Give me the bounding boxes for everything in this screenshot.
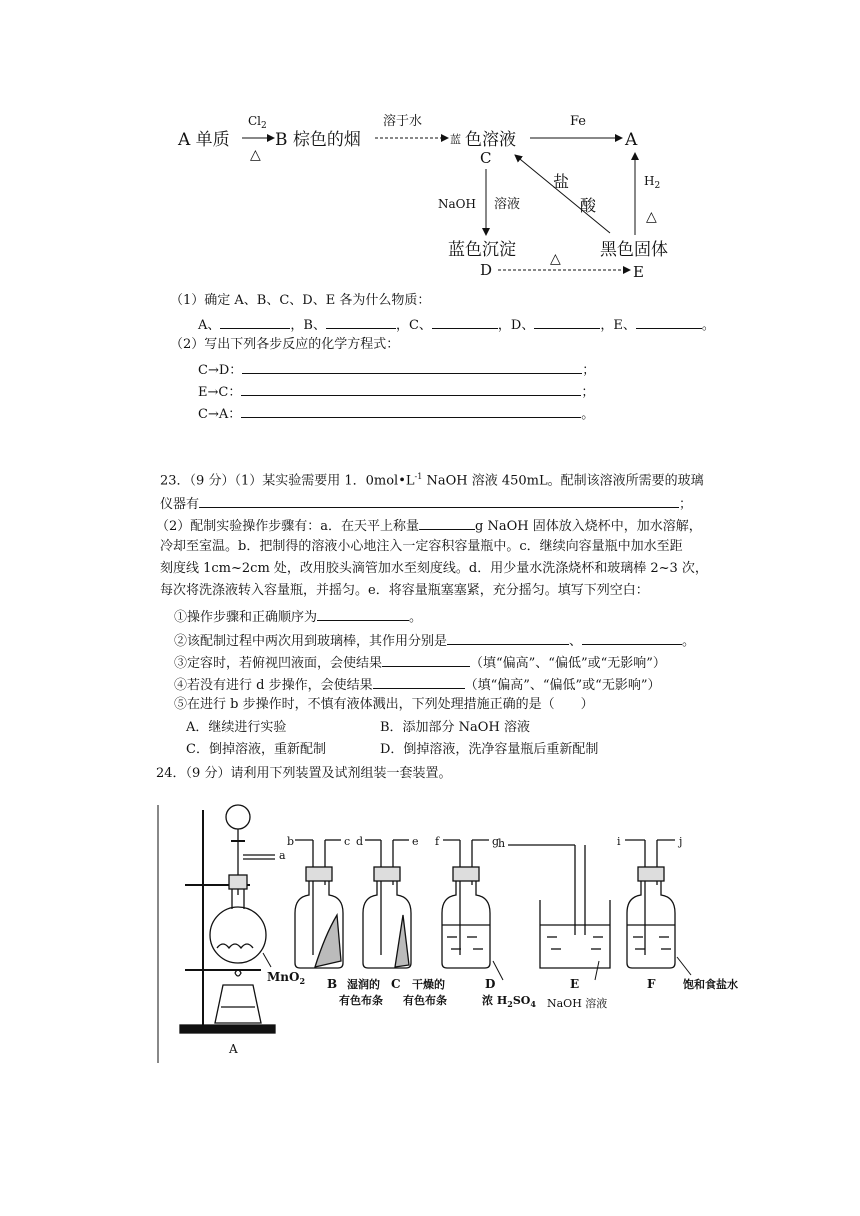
label-A: A (229, 1042, 238, 1056)
mno2-label: MnO$_2$ (267, 970, 306, 986)
q22-eq-ca: C→A： 。 (198, 403, 594, 424)
blank-d[interactable] (534, 314, 600, 329)
q23-sub4: ④若没有进行 d 步操作，会使结果 （填“偏高”、“偏低”或“无影响”） (174, 674, 660, 695)
q22-part1: （1）确定 A、B、C、D、E 各为什么物质： (170, 293, 431, 308)
label-C-desc2: 有色布条 (403, 994, 447, 1007)
blank-eq-ec[interactable] (241, 381, 581, 396)
blank-result-3[interactable] (382, 652, 470, 667)
q22-part2: （2）写出下列各步反应的化学方程式： (170, 337, 400, 352)
blank-mass[interactable] (419, 515, 475, 530)
label-F: F (647, 977, 656, 991)
blank-glassware[interactable] (199, 493, 679, 508)
q22-eq-cd: C→D： ； (198, 359, 595, 380)
arrow-e-c (515, 155, 610, 233)
delta-label-3: △ (550, 251, 561, 267)
blank-c[interactable] (432, 314, 498, 329)
c-label: C (480, 149, 492, 167)
label-C-desc1: 干燥的 (412, 978, 445, 991)
q23-option-b[interactable]: B．添加部分 NaOH 溶液 (380, 720, 530, 735)
port-a-label: a (279, 849, 286, 862)
hcl-label-1: 盐 (553, 172, 570, 191)
blank-result-4[interactable] (373, 674, 465, 689)
e-label: E (633, 263, 644, 281)
q22-eq-ec: E→C： ； (198, 381, 594, 402)
solution-label: 溶液 (494, 197, 521, 212)
q23-sub1: ①操作步骤和正确顺序为 。 (174, 606, 422, 627)
port-i-label: i (617, 835, 621, 848)
blank-b[interactable] (326, 314, 396, 329)
black-solid-label: 黑色固体 (600, 240, 668, 260)
port-j-label: j (679, 835, 683, 848)
q23-line5: 刻度线 1cm~2cm 处，改用胶头滴管加水至刻度线。d．用少量水洗涤烧杯和玻璃棒 2~3 次， (160, 561, 708, 576)
blank-eq-cd[interactable] (242, 359, 582, 374)
q23-sub5: ⑤在进行 b 步操作时，不慎有液体溅出，下列处理措施正确的是（ ） (174, 697, 594, 712)
blue-prefix: 蓝 (450, 133, 461, 146)
q22-part1-blanks: A、 ，B、 ，C、 ，D、 ，E、 。 (198, 314, 715, 335)
b-smoke-label: B 棕色的烟 (275, 130, 361, 150)
q23-line4: 冷却至室温。b．把制得的溶液小心地注入一定容积容量瓶中。c．继续向容量瓶中加水至距 (160, 539, 683, 554)
apparatus-figure (155, 785, 765, 1065)
port-g-label: g (492, 835, 500, 848)
fe-label: Fe (570, 114, 587, 129)
blue-ppt-label: 蓝色沉淀 (448, 240, 516, 260)
q23-line1: 23．（9 分）（1）某实验需要用 1．$0mol•L^{-1}$ NaOH 溶液 450mL。配制该溶液所需要的玻璃 (160, 472, 704, 489)
blue-solution-label: 色溶液 (465, 130, 516, 150)
naoh-label: NaOH (438, 197, 476, 211)
label-E-desc: NaOH 溶液 (547, 997, 608, 1010)
q23-option-d[interactable]: D．倒掉溶液，洗净容量瓶后重新配制 (380, 742, 599, 757)
reaction-scheme (170, 105, 700, 285)
q23-option-c[interactable]: C．倒掉溶液，重新配制 (186, 742, 326, 757)
blank-eq-ca[interactable] (241, 403, 581, 418)
blank-rod-2[interactable] (582, 630, 682, 645)
label-B-desc2: 有色布条 (339, 994, 383, 1007)
blank-e[interactable] (636, 314, 702, 329)
q23-sub2: ②该配制过程中两次用到玻璃棒，其作用分别是 、 。 (174, 630, 695, 651)
label-F-desc: 饱和食盐水 (683, 978, 738, 991)
q23-line6: 每次将洗涤液转入容量瓶，并摇匀。e．将容量瓶塞塞紧，充分摇匀。填写下列空白： (160, 583, 649, 598)
q23-line2: 仪器有 ； (160, 493, 692, 514)
cl2-label: $Cl_2$ (248, 114, 267, 131)
delta-label-1: △ (250, 147, 261, 163)
dissolve-label: 溶于水 (383, 114, 423, 129)
d-label: D (480, 261, 493, 279)
q23-line3: （2）配制实验操作步骤有：a．在天平上称量 g NaOH 固体放入烧杯中，加水溶解， (156, 515, 702, 536)
q23-option-a[interactable]: A．继续进行实验 (186, 720, 287, 735)
port-d-label: d (356, 835, 364, 848)
label-D-desc: 浓 $H_2SO_4$ (482, 994, 536, 1009)
label-E: E (570, 977, 580, 991)
port-f-label: f (435, 835, 440, 848)
port-h-label: h (498, 837, 506, 850)
blank-a[interactable] (220, 314, 290, 329)
label-B: B (327, 977, 338, 991)
a-right-label: A (625, 130, 638, 150)
label-D: D (485, 977, 496, 991)
q23-sub3: ③定容时，若俯视凹液面，会使结果 （填“偏高”、“偏低”或“无影响”） (174, 652, 666, 673)
label-B-desc1: 湿润的 (347, 978, 380, 991)
h2-label: $H_2$ (644, 174, 661, 191)
delta-label-2: △ (646, 209, 657, 225)
port-b-label: b (287, 835, 295, 848)
port-e-label: e (412, 835, 419, 848)
q24-title: 24．（9 分）请利用下列装置及试剂组装一套装置。 (156, 766, 452, 781)
blank-rod-1[interactable] (447, 630, 569, 645)
label-C: C (391, 977, 401, 991)
hcl-label-2: 酸 (580, 196, 597, 215)
blank-order[interactable] (317, 606, 409, 621)
port-c-label: c (344, 835, 351, 848)
a-single-label: A 单质 (178, 130, 230, 150)
